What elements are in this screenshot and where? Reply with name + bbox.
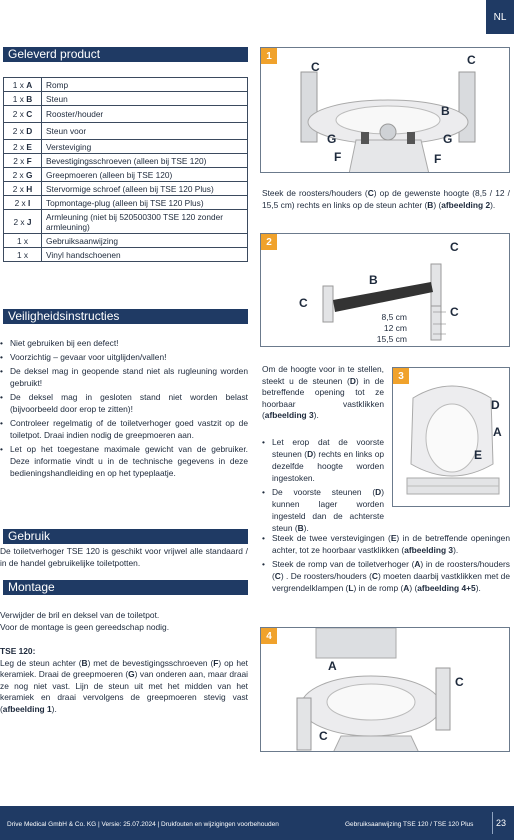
figure-2-number: 2 [261,234,277,250]
fig2-measure-155: 15,5 cm [376,334,407,344]
parts-table [3,77,248,262]
parts-row [4,140,248,154]
right-bullet-4: • Steek de romp van de toiletverhoger (A) in de roosters/houders (C) . De roosters/houders (C) moeten daarbij vastklikken met de vergrendelklampen (L) in de romp (A) (afbeelding 4+5). [262,558,510,594]
parts-desc: Steun [42,92,248,106]
fig1-label-g-left: G [327,132,337,146]
parts-row [4,196,248,210]
right-bullet-1: • Let erop dat de voorste steunen (D) rechts en links op dezelfde hoogte worden ingestoken. [262,436,384,484]
fig4-label-a: A [328,659,337,673]
parts-row [4,78,248,92]
tse120-title: TSE 120: [0,646,36,656]
parts-qty: 2 x C [4,106,42,123]
fig3-label-e: E [474,448,483,462]
mount-tse120 [0,646,248,715]
parts-qty: 2 x F [4,154,42,168]
right-bullet-2: • De voorste steunen (D) kunnen lager worden ingesteld dan de achterste steun (B). [262,486,384,534]
section-header-product: Geleverd product [3,47,248,62]
parts-row [4,92,248,106]
figure-2 [260,233,510,347]
parts-desc: Rooster/houder [42,106,248,123]
right-para-1: Steek de roosters/houders (C) op de gewenste hoogte (8,5 / 12 / 15,5 cm) rechts en links op de steun achter (B) (afbeelding 2). [262,188,510,210]
parts-qty: 1 x B [4,92,42,106]
parts-desc: Romp [42,78,248,92]
fig1-label-f-left: F [334,150,342,164]
fig4-label-c-right: C [455,675,464,689]
section-header-safety: Veiligheidsinstructies [3,309,248,324]
safety-item: • De deksel mag in geopende stand niet als rugleuning worden gebruikt! [0,365,248,389]
figure-3 [392,367,510,507]
parts-qty: 2 x G [4,168,42,182]
footer-company: Drive Medical GmbH & Co. KG | Versie: 25.07.2024 | Drukfouten en wijzigingen voorbehouden [7,821,279,828]
parts-qty: 2 x H [4,182,42,196]
parts-qty: 2 x J [4,210,42,234]
parts-row [4,234,248,248]
fig1-label-g-right: G [443,132,453,146]
figure-1-number: 1 [261,48,277,64]
parts-desc: Bevestigingsschroeven (alleen bij TSE 120) [42,154,248,168]
parts-qty: 2 x I [4,196,42,210]
parts-row [4,182,248,196]
figure-4-number: 4 [261,628,277,644]
parts-qty: 1 x [4,234,42,248]
safety-item: • Voorzichtig – gevaar voor uitglijden/vallen! [0,351,248,363]
fig4-label-c-left: C [319,729,328,743]
fig3-label-d: D [491,398,500,412]
mount-intro-line1: Verwijder de bril en deksel van de toiletpot. [0,610,160,620]
parts-row [4,154,248,168]
figure-4 [260,627,510,752]
safety-item: • Let op het toegestane maximale gewicht van de gebruiker. Deze informatie vindt u in de technische gegevens in deze bedieningshandleiding en op het typeplaatje. [0,443,248,479]
section-header-mounting: Montage [3,580,248,595]
parts-qty: 2 x D [4,123,42,140]
page-footer [0,806,514,840]
footer-manual: Gebruiksaanwijzing TSE 120 / TSE 120 Plus [345,821,474,828]
fig1-label-f-right: F [434,152,442,166]
fig1-label-b: B [441,104,450,118]
parts-desc: Vinyl handschoenen [42,248,248,262]
safety-item: • Niet gebruiken bij een defect! [0,337,248,349]
parts-desc: Armleuning (niet bij 520500300 TSE 120 zonder armleuning) [42,210,248,234]
figure-4-illustration [261,628,510,752]
parts-desc: Gebruiksaanwijzing [42,234,248,248]
page-number: 23 [496,818,507,828]
parts-qty: 2 x E [4,140,42,154]
language-badge: NL [486,0,514,34]
parts-desc: Versteviging [42,140,248,154]
safety-list [0,337,248,481]
fig2-label-c-left: C [299,296,308,310]
safety-item: • De deksel mag in gesloten stand niet worden belast (bijvoorbeeld door erop te zitten)! [0,391,248,415]
right-bullets-narrow [262,436,384,536]
tse120-text: Leg de steun achter (B) met de bevestigingsschroeven (F) op het keramiek. Draai de greepmoeren (G) van onderen aan, maar draai ze nog niet vast. Lijn de steun uit met het midden van het keramiek en draai vervolgens de greepmoeren stevig vast (afbeelding 1). [0,657,248,714]
right-para-2: Om de hoogte voor in te stellen, steekt u de steunen (D) in de betreffende opening tot ze hoorbaar vastklikken (afbeelding 3). [262,364,384,420]
parts-desc: Greepmoeren (alleen bij TSE 120) [42,168,248,182]
parts-desc: Steun voor [42,123,248,140]
right-bullet-3: • Steek de twee verstevigingen (E) in de betreffende openingen achter, tot ze hoorbaar vastklikken (afbeelding 3). [262,532,510,556]
parts-desc: Topmontage-plug (alleen bij TSE 120 Plus) [42,196,248,210]
mount-intro [0,610,248,633]
section-header-use: Gebruik [3,529,248,544]
parts-row [4,210,248,234]
mount-intro-line2: Voor de montage is geen gereedschap nodig. [0,621,170,632]
fig2-label-b: B [369,273,378,287]
fig2-label-c-top: C [450,240,459,254]
parts-row [4,168,248,182]
fig3-label-a: A [493,425,502,439]
parts-row [4,123,248,140]
fig1-label-c-right: C [467,53,476,67]
fig1-label-c-left: C [311,60,320,74]
use-text: De toiletverhoger TSE 120 is geschikt voor vrijwel alle standaard / in de handel gebruikelijke toiletpotten. [0,546,248,568]
fig2-measure-12: 12 cm [383,323,407,333]
parts-qty: 1 x A [4,78,42,92]
right-bullets-wide [262,532,510,596]
footer-separator [492,812,493,834]
safety-item: • Controleer regelmatig of de toiletverhoger goed vastzit op de toiletpot. Draai indien nodig de greepmoeren aan. [0,417,248,441]
parts-row [4,248,248,262]
figure-1 [260,47,510,173]
figure-3-number: 3 [393,368,409,384]
parts-row [4,106,248,123]
parts-qty: 1 x [4,248,42,262]
fig2-measure-85: 8,5 cm [381,312,407,322]
parts-desc: Stervormige schroef (alleen bij TSE 120 Plus) [42,182,248,196]
fig2-label-c-bottom: C [450,305,459,319]
